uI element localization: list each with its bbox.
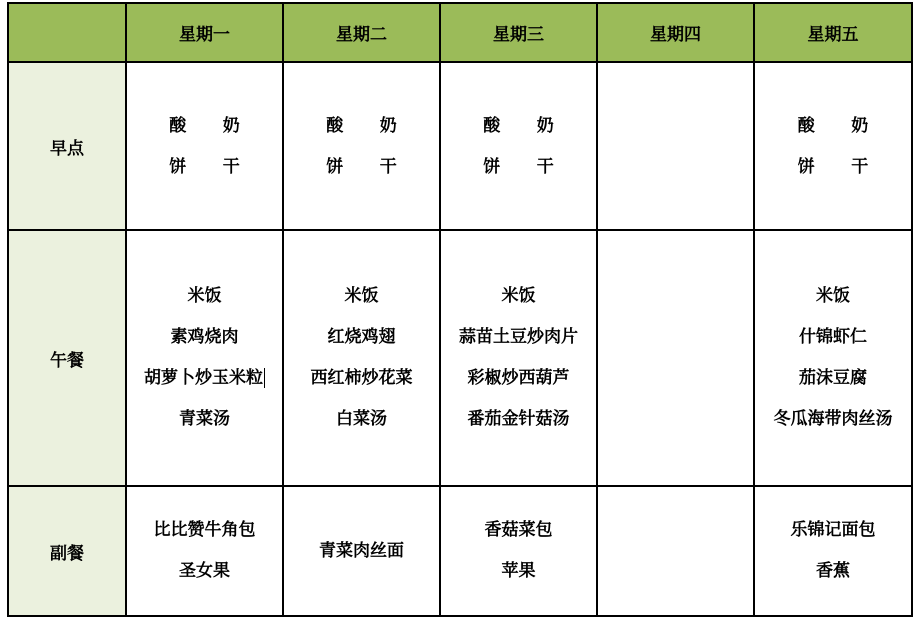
menu-item: 酸 奶 [483, 116, 570, 136]
day-header-wed: 星期三 [440, 3, 597, 62]
menu-item: 彩椒炒西葫芦 [467, 368, 570, 388]
menu-cell [283, 486, 440, 616]
menu-item: 酸 奶 [326, 116, 413, 136]
menu-item: 米饭 [187, 286, 222, 306]
menu-item: 青菜肉丝面 [319, 540, 404, 561]
menu-item: 冬瓜海带肉丝汤 [773, 409, 893, 429]
row-label-lunch: 午餐 [8, 230, 126, 486]
menu-item: 比比赞牛角包 [153, 520, 256, 540]
day-header-tue: 星期二 [283, 3, 440, 62]
day-header-mon: 星期一 [126, 3, 283, 62]
menu-cell [440, 230, 597, 486]
menu-item: 青菜汤 [179, 409, 230, 429]
menu-item: 胡萝卜炒玉米粒 [144, 368, 263, 388]
menu-cell [440, 486, 597, 616]
menu-item: 米饭 [501, 286, 536, 306]
menu-cell [754, 230, 912, 486]
day-header-fri: 星期五 [754, 3, 912, 62]
menu-item: 米饭 [344, 286, 379, 306]
day-header-thu: 星期四 [597, 3, 754, 62]
snack-row [8, 486, 912, 616]
header-row [8, 3, 912, 62]
menu-item: 红烧鸡翅 [327, 327, 396, 347]
menu-item: 圣女果 [179, 561, 230, 581]
menu-item: 饼 干 [169, 157, 256, 177]
menu-cell [754, 62, 912, 230]
menu-cell [440, 62, 597, 230]
menu-item: 酸 奶 [169, 116, 256, 136]
corner-cell [8, 3, 126, 62]
menu-item: 番茄金针菇汤 [467, 409, 570, 429]
menu-item: 乐锦记面包 [790, 520, 876, 540]
menu-cell-empty [597, 230, 754, 486]
breakfast-row [8, 62, 912, 230]
menu-cell-empty [597, 486, 754, 616]
menu-cell-empty [597, 62, 754, 230]
menu-item: 蒜苗土豆炒肉片 [459, 327, 578, 347]
menu-cell [283, 230, 440, 486]
menu-cell [754, 486, 912, 616]
menu-cell [126, 486, 283, 616]
row-label-breakfast: 早点 [8, 62, 126, 230]
menu-item: 白菜汤 [336, 409, 387, 429]
menu-item: 饼 干 [483, 157, 570, 177]
menu-item: 酸 奶 [797, 116, 884, 136]
menu-cell [283, 62, 440, 230]
lunch-row [8, 230, 912, 486]
row-label-snack: 副餐 [8, 486, 126, 616]
menu-item: 饼 干 [797, 157, 884, 177]
menu-item: 米饭 [816, 286, 850, 306]
menu-item: 西红柿炒花菜 [310, 368, 413, 388]
menu-item: 什锦虾仁 [799, 327, 867, 347]
menu-cell [126, 62, 283, 230]
menu-cell [126, 230, 283, 486]
menu-item-with-cursor [127, 358, 282, 399]
menu-item: 苹果 [501, 561, 536, 581]
text-cursor [264, 368, 265, 388]
menu-item: 茄沫豆腐 [799, 368, 867, 388]
menu-item: 素鸡烧肉 [170, 327, 239, 347]
menu-item: 饼 干 [326, 157, 413, 177]
menu-item: 香菇菜包 [484, 520, 553, 540]
menu-item: 香蕉 [816, 561, 850, 581]
weekly-menu-table [7, 2, 913, 617]
